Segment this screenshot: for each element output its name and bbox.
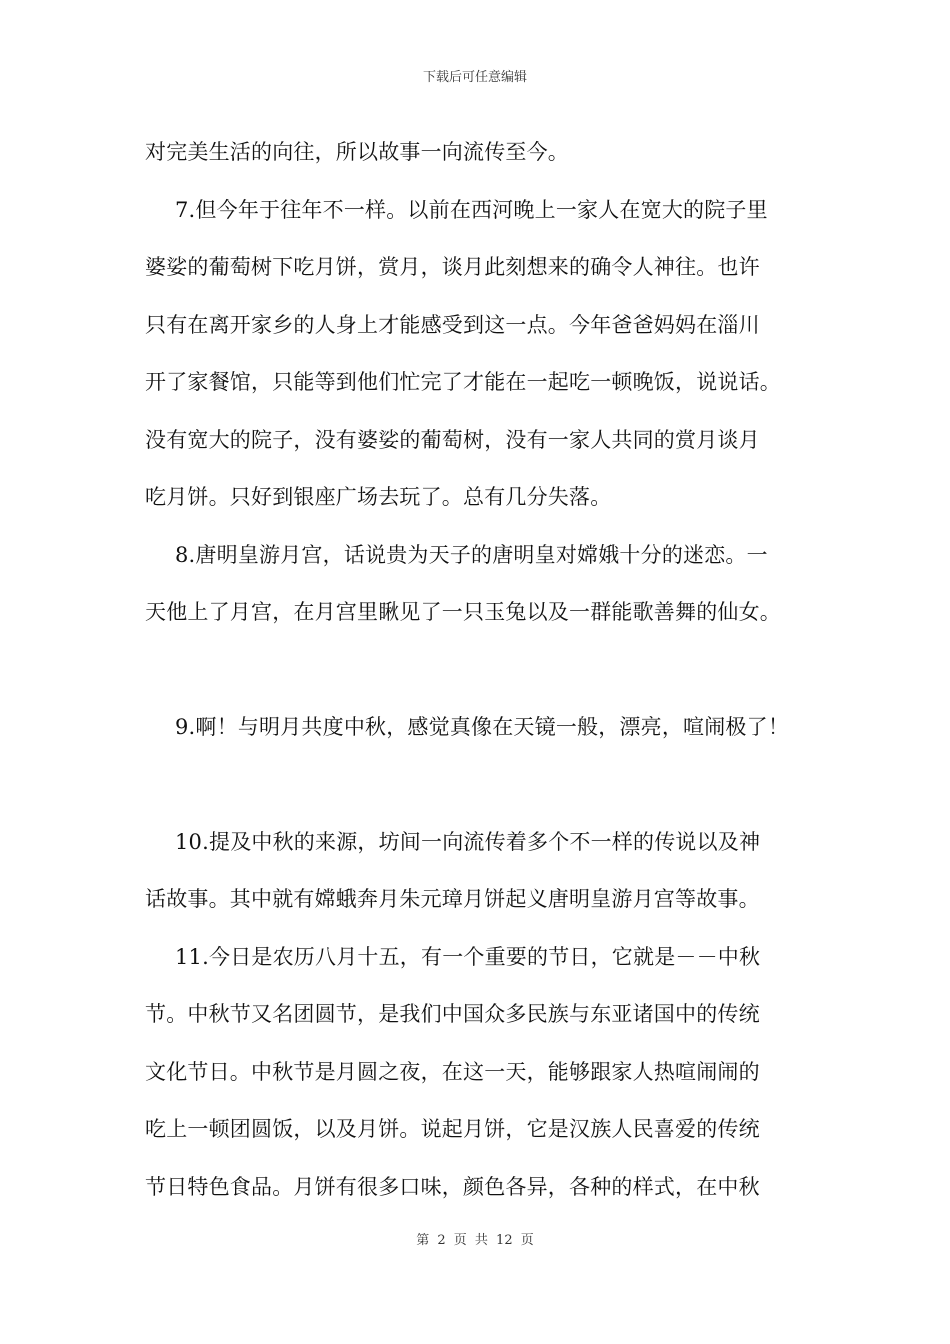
text-line: 9.啊！与明月共度中秋，感觉真像在天镜一般，漂亮，喧闹极了！ <box>175 715 790 739</box>
text-line: 只有在离开家乡的人身上才能感受到这一点。今年爸爸妈妈在淄川 <box>145 313 760 337</box>
text-line: 10.提及中秋的来源，坊间一向流传着多个不一样的传说以及神 <box>175 830 761 854</box>
text-line: 天他上了月宫，在月宫里瞅见了一只玉兔以及一群能歌善舞的仙女。 <box>145 600 781 624</box>
page-header: 下载后可任意编辑 <box>422 70 527 85</box>
text-line: 没有宽大的院子，没有婆娑的葡萄树，没有一家人共同的赏月谈月 <box>145 428 760 452</box>
text-line: 吃月饼。只好到银座广场去玩了。总有几分失落。 <box>145 485 612 509</box>
text-line: 节。中秋节又名团圆节，是我们中国众多民族与东亚诸国中的传统 <box>145 1002 760 1026</box>
page-footer: 第 2 页 共 12 页 <box>416 1233 534 1248</box>
text-line: 8.唐明皇游月宫，话说贵为天子的唐明皇对嫦娥十分的迷恋。一 <box>175 543 768 567</box>
text-line: 文化节日。中秋节是月圆之夜，在这一天，能够跟家人热喧闹闹的 <box>145 1060 760 1084</box>
text-line: 节日特色食品。月饼有很多口味，颜色各异，各种的样式，在中秋 <box>145 1175 760 1199</box>
text-line: 11.今日是农历八月十五，有一个重要的节日，它就是－－中秋 <box>175 945 761 969</box>
text-line: 话故事。其中就有嫦蛾奔月朱元璋月饼起义唐明皇游月宫等故事。 <box>145 887 760 911</box>
text-line: 开了家餐馆，只能等到他们忙完了才能在一起吃一顿晚饭，说说话。 <box>145 370 781 394</box>
text-line: 7.但今年于往年不一样。以前在西河晚上一家人在宽大的院子里 <box>175 198 768 222</box>
text-line: 吃上一顿团圆饭，以及月饼。说起月饼，它是汉族人民喜爱的传统 <box>145 1117 760 1141</box>
text-line: 对完美生活的向往，所以故事一向流传至今。 <box>145 140 569 164</box>
text-line: 婆娑的葡萄树下吃月饼，赏月，谈月此刻想来的确令人神往。也许 <box>145 255 760 279</box>
